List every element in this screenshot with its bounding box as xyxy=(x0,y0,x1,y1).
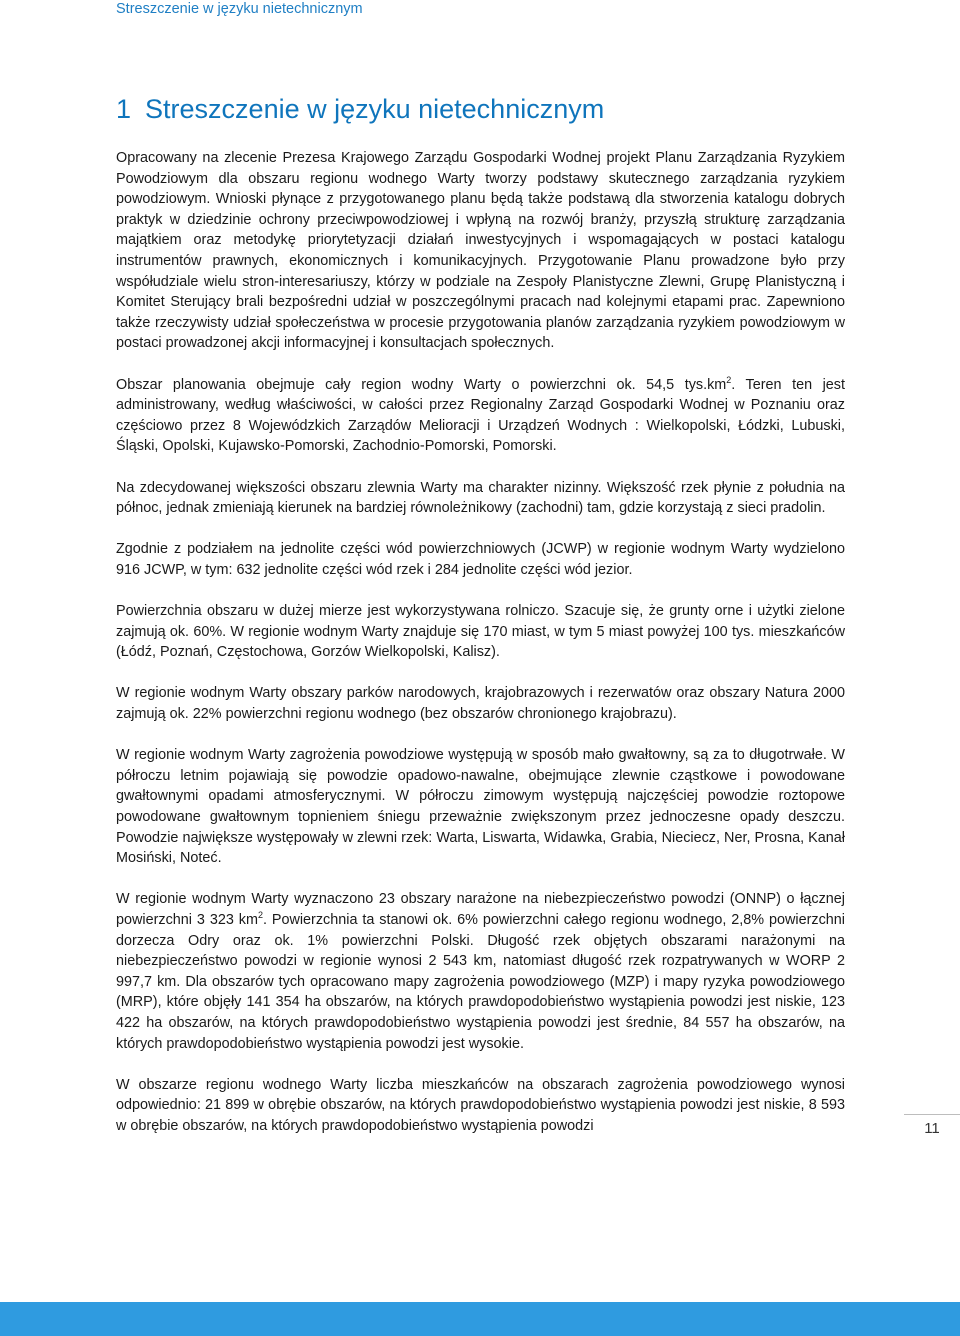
page-number-divider xyxy=(904,1114,960,1115)
paragraph-intro: Opracowany na zlecenie Prezesa Krajowego Zarządu Gospodarki Wodnej projekt Planu Zarządzania Ryzykiem Powodziowym dla obszaru regionu wodnego Warty tworzy podstawy skutecznego zarządzania ryzykiem powodziowym. Wnioski płynące z przygotowanego planu będą także podstawą dla stworzenia katalogu dobrych praktyk w dziedzinie ochrony przeciwpowodziowej i wpłyną na rozwój branży, przyszłą strukturę zarządzania majątkiem oraz metodykę priorytetyzacji działań inwestycyjnych i wspomagających w postaci katalogu instrumentów prawnych, ekonomicznych i komunikacyjnych. Przygotowanie Planu prowadzone było przy współudziale wielu stron-interesariuszy, którzy w podziale na Zespoły Planistyczne Zlewni, Grupę Planistyczną i Komitet Sterujący brali bezpośredni udział w poszczególnymi pracach nad kolejnymi etapami prac. Zapewniono także rzeczywisty udział społeczeństwa w procesie przygotowania planów zarządzania ryzykiem powodziowym w postaci prowadzonej akcji informacyjnej i konsultacjach społecznych. xyxy=(116,150,845,352)
paragraph-jcwp: Zgodnie z podziałem na jednolite części wód powierzchniowych (JCWP) w regionie wodnym Warty wydzielono 916 JCWP, w tym: 632 jednolite części wód rzek i 284 jednolite części wód jezior. xyxy=(116,541,845,578)
paragraph-population: W obszarze regionu wodnego Warty liczba mieszkańców na obszarach zagrożenia powodziowego wynosi odpowiednio: 21 899 w obrębie obszarów, na których prawdopodobieństwo wystąpienia powodzi jest niskie, 8 593 w obrębie obszarów, na których prawdopodobieństwo wystąpienia powodzi xyxy=(116,1076,845,1134)
chapter-number: 1 xyxy=(116,94,132,124)
paragraph-land-use: Powierzchnia obszaru w dużej mierze jest wykorzystywana rolniczo. Szacuje się, że grunty orne i użytki zielone zajmują ok. 60%. W regionie wodnym Warty znajduje się 170 miast, w tym 5 miast powyżej 100 tys. mieszkańców (Łódź, Poznań, Częstochowa, Gorzów Wielkopolski, Kalisz). xyxy=(116,603,845,661)
paragraph-terrain: Na zdecydowanej większości obszaru zlewnia Warty ma charakter nizinny. Większość rzek płynie z południa na północ, jednak zmieniają kierunek na bardziej równoleżnikowy (zachodni) tam, gdzie korzystają z sieci pradolin. xyxy=(116,479,845,517)
page-number: 11 xyxy=(924,1120,940,1137)
chapter-title xyxy=(116,92,604,126)
paragraph-onnp: W regionie wodnym Warty wyznaczono 23 obszary narażone na niebezpieczeństwo powodzi (ONNP) o łącznej powierzchni 3 323 $km^2$. Powierzchnia ta stanowi ok. 6% powierzchni całego regionu wodnego, 2,8% powierzchni dorzecza Odry oraz ok. 1% powierzchni Polski. Długość rzek objętych obszarami narażonymi na niebezpieczeństwo powodzi w regionie wynosi 2 543 km, natomiast długość rzek rozpatrywanych w WORP 2 997,7 km. Dla obszarów tych opracowano mapy zagrożenia powodziowego (MZP) i mapy ryzyka powodziowego (MRP), które objęły 141 354 ha obszarów, na których prawdopodobieństwo wystąpienia powodzi jest niskie, 123 422 ha obszarów, na których prawdopodobieństwo wystąpienia powodzi jest średnie, 84 557 ha obszarów, na których prawdopodobieństwo wystąpienia powodzi jest wysokie. xyxy=(116,891,845,1052)
chapter-title-text: Streszczenie w języku nietechnicznym xyxy=(145,94,605,124)
running-header: Streszczenie w języku nietechnicznym xyxy=(116,1,363,17)
paragraph-flood-threats: W regionie wodnym Warty zagrożenia powodziowe występują w sposób mało gwałtowny, są za to długotrwałe. W półroczu letnim pojawiają się powodzie opadowo-nawalne, obejmujące zlewnie cząstkowe i powodowane gwałtownymi opadami atmosferycznymi. W półroczu zimowym występują najczęściej powodzie roztopowe powodowane gwałtownym topnieniem śniegu przeważnie zwiększonym przez jednoczesne opady deszczu. Powodzie największe występowały w zlewni rzek: Warta, Liswarta, Widawka, Grabia, Nieciecz, Ner, Prosna, Kanał Mosiński, Noteć. xyxy=(116,747,845,867)
footer-bar xyxy=(0,1302,960,1336)
paragraph-protected-areas: W regionie wodnym Warty obszary parków narodowych, krajobrazowych i rezerwatów oraz obszary Natura 2000 zajmują ok. 22% powierzchni regionu wodnego (bez obszarów chronionego krajobrazu). xyxy=(116,685,845,723)
paragraph-area: Obszar planowania obejmuje cały region wodny Warty o powierzchni ok. 54,5 $tys.km^2$. Teren ten jest administrowany, według właściwości, w całości przez Regionalny Zarząd Gospodarki Wodnej w Poznaniu oraz częściowo przez 8 Wojewódzkich Zarządów Melioracji i Urządzeń Wodnych : Wielkopolski, Łódzki, Lubuski, Śląski, Opolski, Kujawsko-Pomorski, Zachodnio-Pomorski, Pomorski. xyxy=(116,374,845,455)
body-text xyxy=(116,148,845,1157)
